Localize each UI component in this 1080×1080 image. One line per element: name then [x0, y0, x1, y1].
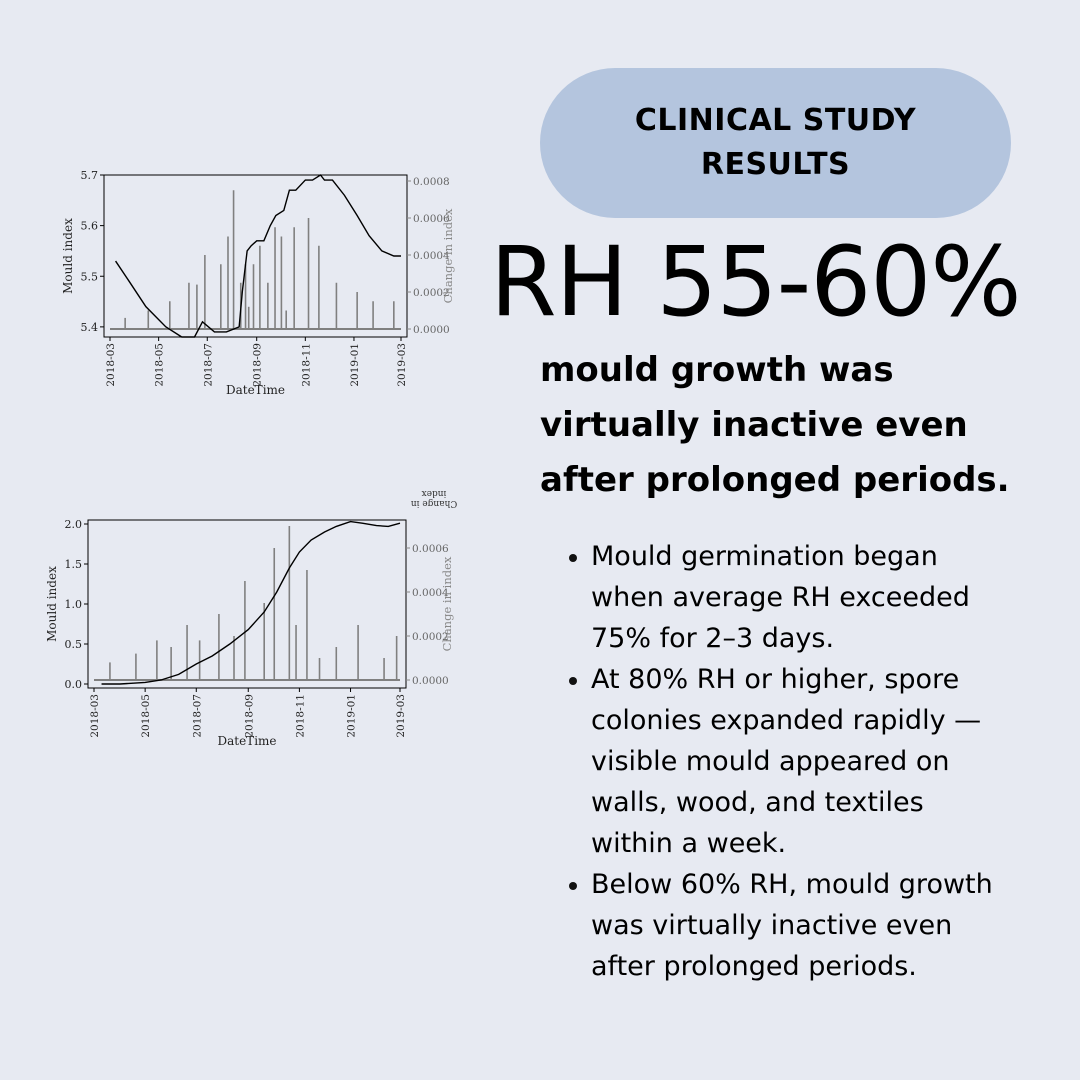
y2-tick-label: 0.0000: [412, 675, 449, 687]
list-item: [591, 864, 1080, 987]
y2-tick-label: 0.0002: [413, 287, 450, 299]
x-tick-label: 2018-09: [251, 343, 264, 387]
x-axis-title: DateTime: [217, 734, 277, 748]
y-tick-label: 2.0: [64, 518, 82, 531]
y-tick-label: 0.5: [64, 638, 82, 651]
y2-axis-title: Change in index: [440, 556, 454, 652]
x-tick-label: 2018-03: [89, 694, 101, 738]
list-item-line: after prolonged periods.: [591, 951, 917, 982]
list-item-line: At 80% RH or higher, spore: [591, 664, 960, 695]
subheadline-line: mould growth was: [540, 350, 894, 390]
x-tick-label: 2019-03: [395, 694, 407, 738]
list-item: [591, 659, 1080, 864]
change-bars: [110, 526, 397, 680]
list-item-line: colonies expanded rapidly —: [591, 705, 982, 736]
list-item-line: Below 60% RH, mould growth: [591, 869, 993, 900]
list-item-line: visible mould appeared on: [591, 746, 950, 777]
headline: RH 55-60%: [490, 226, 1021, 338]
y-tick-label: 0.0: [64, 678, 82, 691]
badge-line-1: CLINICAL STUDY: [634, 103, 917, 138]
mould-index-chart-2: [0, 0, 480, 780]
list-item: [591, 536, 1080, 659]
y-axis-title: Mould index: [61, 218, 75, 294]
x-tick-label: 2018-09: [243, 694, 256, 738]
x-tick-label: 2018-07: [191, 694, 204, 738]
y2-tick-label: 0.0004: [412, 587, 449, 599]
y-tick-label: 5.7: [80, 169, 98, 182]
badge-text: [616, 99, 936, 187]
subheadline-line: after prolonged periods.: [540, 460, 1010, 500]
results-badge: [540, 68, 1011, 218]
list-item-line: Mould germination began: [591, 541, 938, 572]
list-item-line: was virtually inactive even: [591, 910, 953, 941]
list-item-line: 75% for 2–3 days.: [591, 623, 835, 654]
y-tick-label: 5.5: [80, 270, 98, 284]
y-tick-label: 1.5: [64, 558, 82, 571]
findings-list: [560, 536, 1080, 987]
x-tick-label: 2018-07: [202, 343, 215, 387]
mirrored-axis-label: Change in index: [410, 488, 458, 508]
subheadline-line: virtually inactive even: [540, 405, 968, 445]
x-tick-label: 2018-05: [140, 694, 153, 738]
x-tick-label: 2019-03: [396, 343, 408, 387]
subheadline: [540, 343, 1060, 508]
y2-tick-label: 0.0004: [413, 250, 450, 262]
mould-index-line: [102, 522, 400, 684]
x-tick-label: 2019-01: [345, 694, 358, 738]
list-item-line: within a week.: [591, 828, 787, 859]
list-item-line: when average RH exceeded: [591, 582, 970, 613]
y2-tick-label: 0.0006: [413, 213, 450, 225]
badge-line-2: RESULTS: [700, 147, 851, 182]
x-tick-label: 2018-03: [105, 343, 117, 387]
x-axis-title: DateTime: [225, 383, 286, 397]
y-axis-title: Mould index: [45, 566, 59, 642]
y2-axis-title: Change in index: [441, 208, 455, 304]
y-tick-label: 5.4: [80, 320, 98, 334]
x-tick-label: 2018-05: [153, 343, 166, 387]
x-tick-label: 2019-01: [348, 343, 361, 387]
list-item-line: walls, wood, and textiles: [591, 787, 924, 818]
x-tick-label: 2018-11: [300, 343, 313, 387]
y2-tick-label: 0.0000: [413, 324, 450, 336]
x-tick-label: 2018-11: [294, 694, 307, 738]
y2-tick-label: 0.0006: [412, 543, 449, 555]
y-tick-label: 1.0: [64, 598, 82, 611]
y2-tick-label: 0.0002: [412, 631, 449, 643]
y-tick-label: 5.6: [80, 219, 98, 233]
y2-tick-label: 0.0008: [413, 176, 450, 188]
